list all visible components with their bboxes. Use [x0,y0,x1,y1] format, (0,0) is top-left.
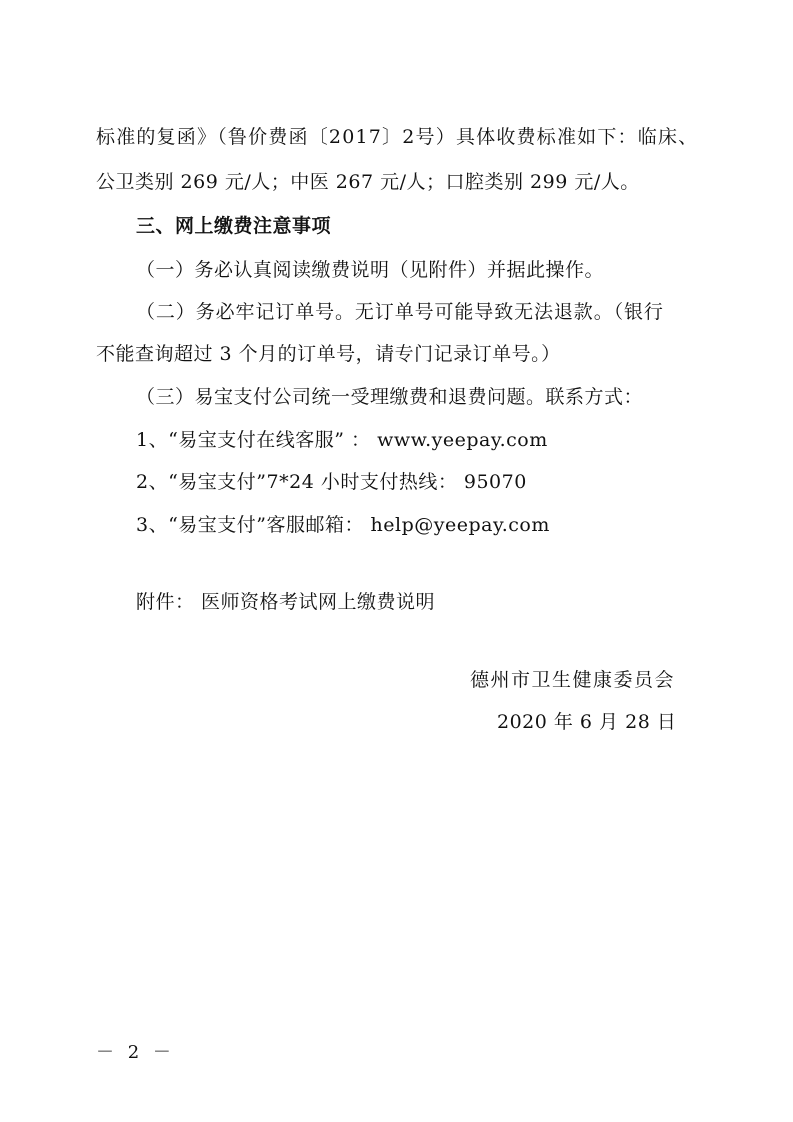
page-number: － 2 － [96,1042,175,1063]
section-heading-online-payment-notes: 三、网上缴费注意事项 [136,215,332,237]
signature-organization: 德州市卫生健康委员会 [470,669,676,691]
notice-item-2-continued: 不能查询超过 3 个月的订单号，请专门记录订单号。） [96,343,561,365]
signature-date: 2020 年 6 月 28 日 [497,711,677,733]
contact-email: 3、“易宝支付”客服邮箱： help@yeepay.com [136,514,550,536]
contact-hotline: 2、“易宝支付”7*24 小时支付热线： 95070 [136,471,527,493]
body-line-fee-standard: 标准的复函》（鲁价费函〔2017〕2号）具体收费标准如下：临床、 [96,126,699,148]
notice-item-2: （二）务必牢记订单号。无订单号可能导致无法退款。（银行 [136,301,664,323]
notice-item-3: （三）易宝支付公司统一受理缴费和退费问题。联系方式： [136,386,644,408]
attachment-note: 附件： 医师资格考试网上缴费说明 [136,591,436,613]
contact-online-service: 1、“易宝支付在线客服” ： www.yeepay.com [136,429,548,451]
body-line-fee-amounts: 公卫类别 269 元/人；中医 267 元/人；口腔类别 299 元/人。 [96,171,640,193]
notice-item-1: （一）务必认真阅读缴费说明（见附件）并据此操作。 [136,259,605,281]
